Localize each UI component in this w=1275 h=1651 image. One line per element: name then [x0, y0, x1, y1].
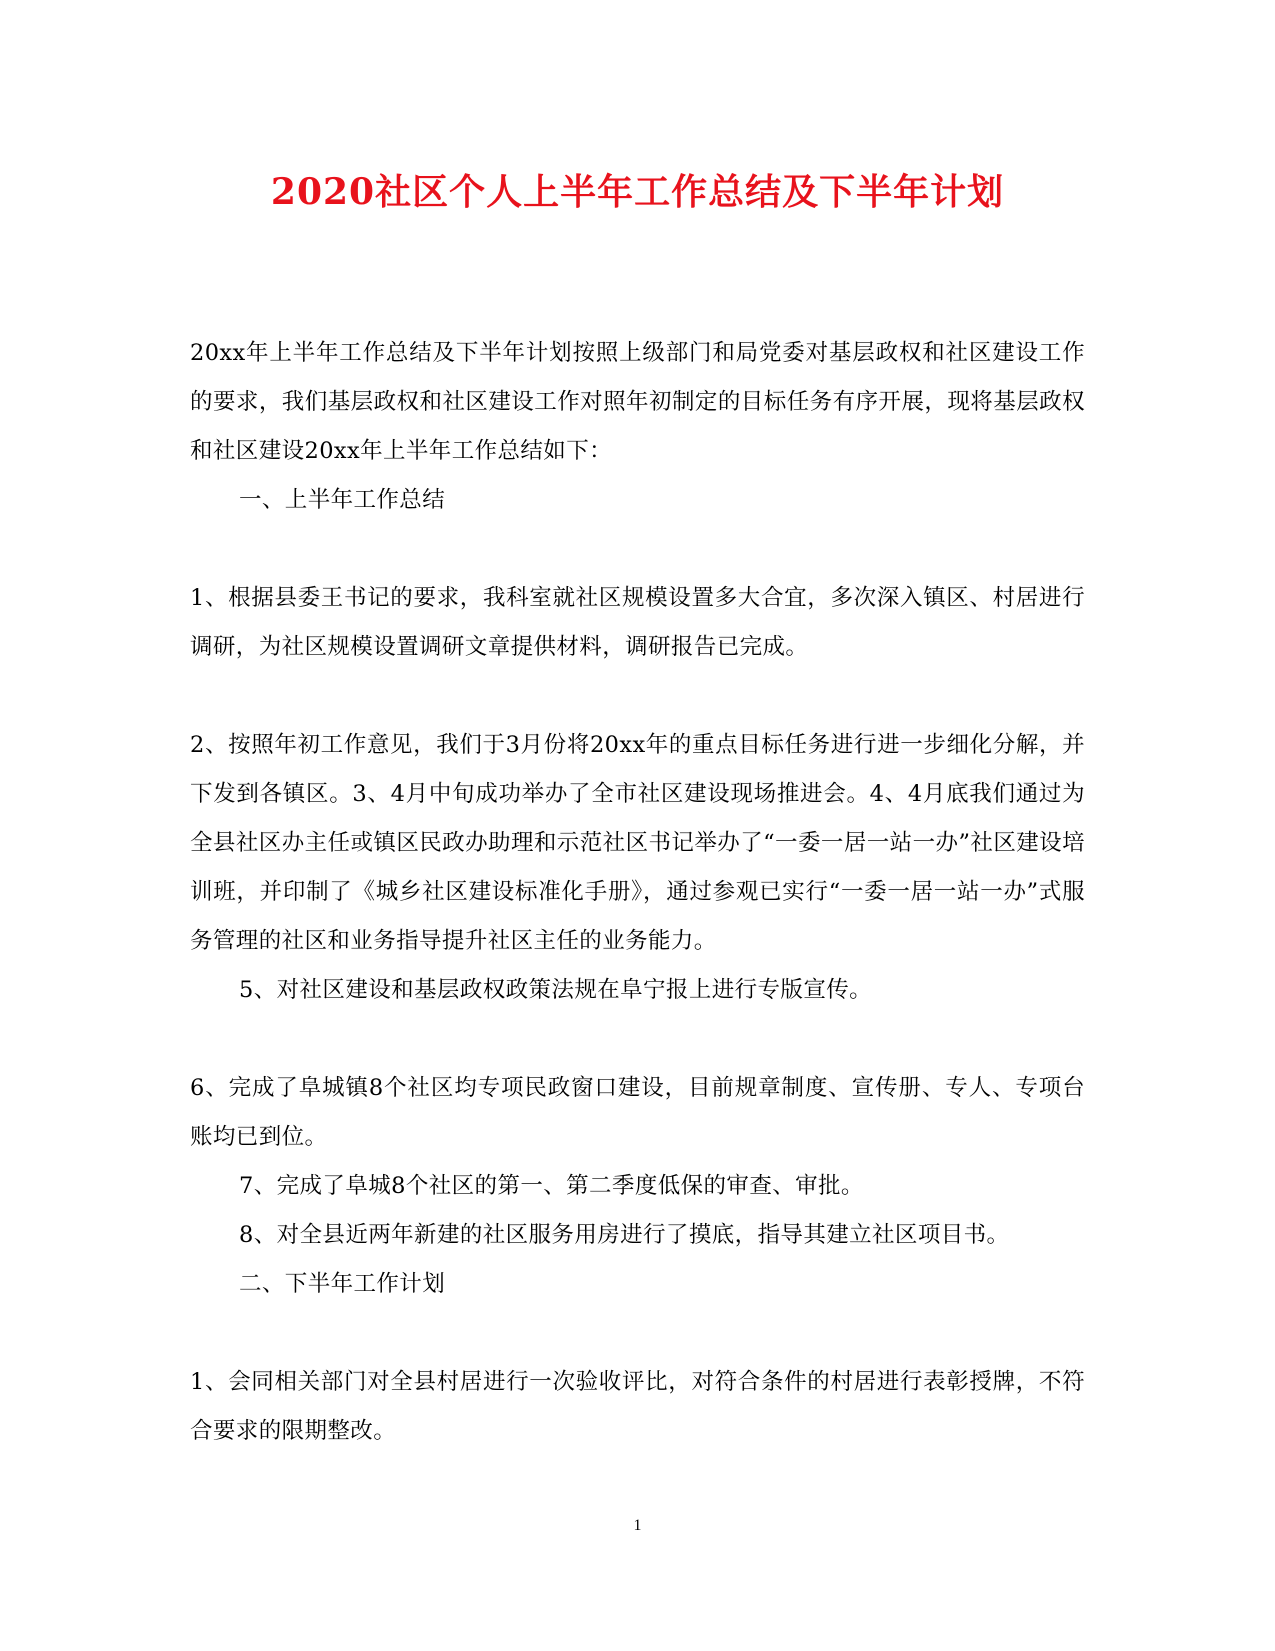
- paragraph-spacer: [190, 1309, 1085, 1358]
- paragraph-spacer: [190, 525, 1085, 574]
- paragraph-spacer: [190, 1015, 1085, 1064]
- document-body: [190, 329, 1085, 1456]
- section-heading-second-half-plan: 二、下半年工作计划: [239, 1271, 446, 1297]
- summary-item-2: 2、按照年初工作意见，我们于3月份将20xx年的重点目标任务进行进一步细化分解，并下发到各镇区。3、4月中旬成功举办了全市社区建设现场推进会。4、4月底我们通过为全县社区办主任或镇区民政办助理和示范社区书记举办了“一委一居一站一办”社区建设培训班，并印制了《城乡社区建设标准化手册》，通过参观已实行“一委一居一站一办”式服务管理的社区和业务指导提升社区主任的业务能力。: [190, 732, 1085, 954]
- summary-item-7: 7、完成了阜城8个社区的第一、第二季度低保的审查、审批。: [239, 1173, 864, 1199]
- intro-paragraph: 20xx年上半年工作总结及下半年计划按照上级部门和局党委对基层政权和社区建设工作的要求，我们基层政权和社区建设工作对照年初制定的目标任务有序开展，现将基层政权和社区建设20xx年上半年工作总结如下：: [190, 340, 1085, 464]
- summary-item-1: 1、根据县委王书记的要求，我科室就社区规模设置多大合宜，多次深入镇区、村居进行调研，为社区规模设置调研文章提供材料，调研报告已完成。: [190, 585, 1085, 660]
- document-title: 2020社区个人上半年工作总结及下半年计划: [270, 171, 1005, 213]
- page-number: 1: [633, 1517, 642, 1534]
- summary-item-5: 5、对社区建设和基层政权政策法规在阜宁报上进行专版宣传。: [239, 977, 873, 1003]
- section-heading-first-half-summary: 一、上半年工作总结: [239, 487, 446, 513]
- plan-item-1: 1、会同相关部门对全县村居进行一次验收评比，对符合条件的村居进行表彰授牌，不符合要求的限期整改。: [190, 1369, 1085, 1444]
- summary-item-6: 6、完成了阜城镇8个社区均专项民政窗口建设，目前规章制度、宣传册、专人、专项台账均已到位。: [190, 1075, 1085, 1150]
- summary-item-8: 8、对全县近两年新建的社区服务用房进行了摸底，指导其建立社区项目书。: [239, 1222, 1010, 1248]
- paragraph-spacer: [190, 672, 1085, 721]
